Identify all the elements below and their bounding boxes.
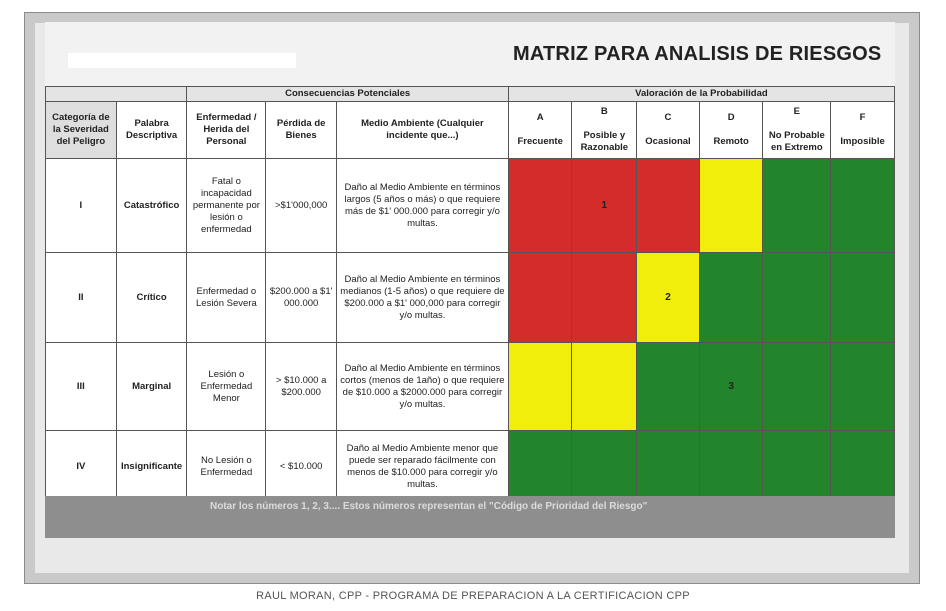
probability-letter: C xyxy=(664,112,672,123)
environment-header: Medio Ambiente (Cualquier incidente que...) xyxy=(337,102,509,159)
risk-cell xyxy=(637,431,700,503)
risk-cell xyxy=(831,159,895,253)
probability-letter: F xyxy=(859,112,866,123)
risk-cell xyxy=(699,253,763,343)
illness-header: Enfermedad / Herida del Personal xyxy=(187,102,266,159)
severity-row-iii xyxy=(46,343,895,431)
category-cell: II xyxy=(46,253,117,343)
risk-cell xyxy=(508,431,572,503)
category-cell: IV xyxy=(46,431,117,503)
word-cell: Catastrófico xyxy=(116,159,187,253)
risk-cell xyxy=(831,253,895,343)
probability-group-header: Valoración de la Probabilidad xyxy=(508,87,894,102)
probability-label: Imposible xyxy=(840,136,885,147)
probability-header-e xyxy=(763,102,831,159)
loss-cell: < $10.000 xyxy=(266,431,337,503)
loss-cell: $200.000 a $1' 000.000 xyxy=(266,253,337,343)
probability-header-d xyxy=(699,102,763,159)
loss-cell: > $10.000 a $200.000 xyxy=(266,343,337,431)
probability-label: Posible y Razonable xyxy=(580,130,629,153)
loss-cell: >$1'000,000 xyxy=(266,159,337,253)
illness-cell: Enfermedad o Lesión Severa xyxy=(187,253,266,343)
probability-letter: D xyxy=(727,112,735,123)
risk-cell xyxy=(572,343,637,431)
page-title: MATRIZ PARA ANALISIS DE RIESGOS xyxy=(513,43,882,65)
risk-cell xyxy=(763,343,831,431)
environment-cell: Daño al Medio Ambiente en términos medianos (1-5 años) o que requiere de $200.000 a $1' 000,000 para corregir y/o multas. xyxy=(337,253,509,343)
risk-code: 1 xyxy=(601,199,608,211)
risk-cell xyxy=(763,431,831,503)
category-cell: III xyxy=(46,343,117,431)
probability-header-f xyxy=(831,102,895,159)
risk-cell xyxy=(699,343,763,431)
severity-row-ii xyxy=(46,253,895,343)
word-cell: Marginal xyxy=(116,343,187,431)
risk-cell xyxy=(572,431,637,503)
probability-label: Ocasional xyxy=(645,136,691,147)
environment-cell: Daño al Medio Ambiente en términos cortos (menos de 1año) o que requiere de $10.000 a $2000.000 para corregir y/o multas. xyxy=(337,343,509,431)
illness-cell: Fatal o incapacidad permanente por lesión o enfermedad xyxy=(187,159,266,253)
word-cell: Insignificante xyxy=(116,431,187,503)
risk-cell xyxy=(699,159,763,253)
risk-matrix-table xyxy=(45,86,895,503)
illness-cell: Lesión o Enfermedad Menor xyxy=(187,343,266,431)
risk-cell xyxy=(637,343,700,431)
probability-header-c xyxy=(637,102,700,159)
group-header-row xyxy=(46,87,895,102)
group-header-blank xyxy=(46,87,187,102)
risk-cell xyxy=(831,343,895,431)
risk-cell xyxy=(508,159,572,253)
risk-cell xyxy=(637,159,700,253)
probability-label: Frecuente xyxy=(517,136,563,147)
probability-header-a xyxy=(508,102,572,159)
probability-letter: E xyxy=(793,106,800,117)
risk-cell xyxy=(508,343,572,431)
probability-header-b xyxy=(572,102,637,159)
risk-code: 2 xyxy=(665,291,671,303)
probability-label: Remoto xyxy=(713,136,749,147)
category-header: Categoría de la Severidad del Peligro xyxy=(46,102,117,159)
risk-cell xyxy=(763,253,831,343)
risk-cell xyxy=(637,253,700,343)
loss-header: Pérdida de Bienes xyxy=(266,102,337,159)
probability-letter: A xyxy=(536,112,544,123)
word-header: Palabra Descriptiva xyxy=(116,102,187,159)
risk-cell xyxy=(699,431,763,503)
redacted-label xyxy=(68,53,296,68)
probability-letter: B xyxy=(600,106,608,117)
risk-cell xyxy=(763,159,831,253)
environment-cell: Daño al Medio Ambiente en términos largos (5 años o más) o que requiere más de $1' 000.000 para corregir y/o multas. xyxy=(337,159,509,253)
probability-label: No Probable en Extremo xyxy=(768,130,825,153)
risk-code: 3 xyxy=(728,380,734,392)
consequences-group-header: Consecuencias Potenciales xyxy=(187,87,508,102)
word-cell: Crítico xyxy=(116,253,187,343)
column-header-row xyxy=(46,102,895,159)
footer-caption: RAUL MORAN, CPP - PROGRAMA DE PREPARACION A LA CERTIFICACION CPP xyxy=(256,590,690,602)
priority-note: Notar los números 1, 2, 3.... Estos números representan el "Código de Prioridad del Riesgo" xyxy=(210,501,648,512)
risk-cell xyxy=(572,159,637,253)
severity-row-i xyxy=(46,159,895,253)
risk-cell xyxy=(572,253,637,343)
risk-cell xyxy=(508,253,572,343)
severity-row-iv xyxy=(46,431,895,503)
illness-cell: No Lesión o Enfermedad xyxy=(187,431,266,503)
risk-cell xyxy=(831,431,895,503)
category-cell: I xyxy=(46,159,117,253)
environment-cell: Daño al Medio Ambiente menor que puede ser reparado fácilmente con menos de $10.000 para corregir y/o multas. xyxy=(337,431,509,503)
